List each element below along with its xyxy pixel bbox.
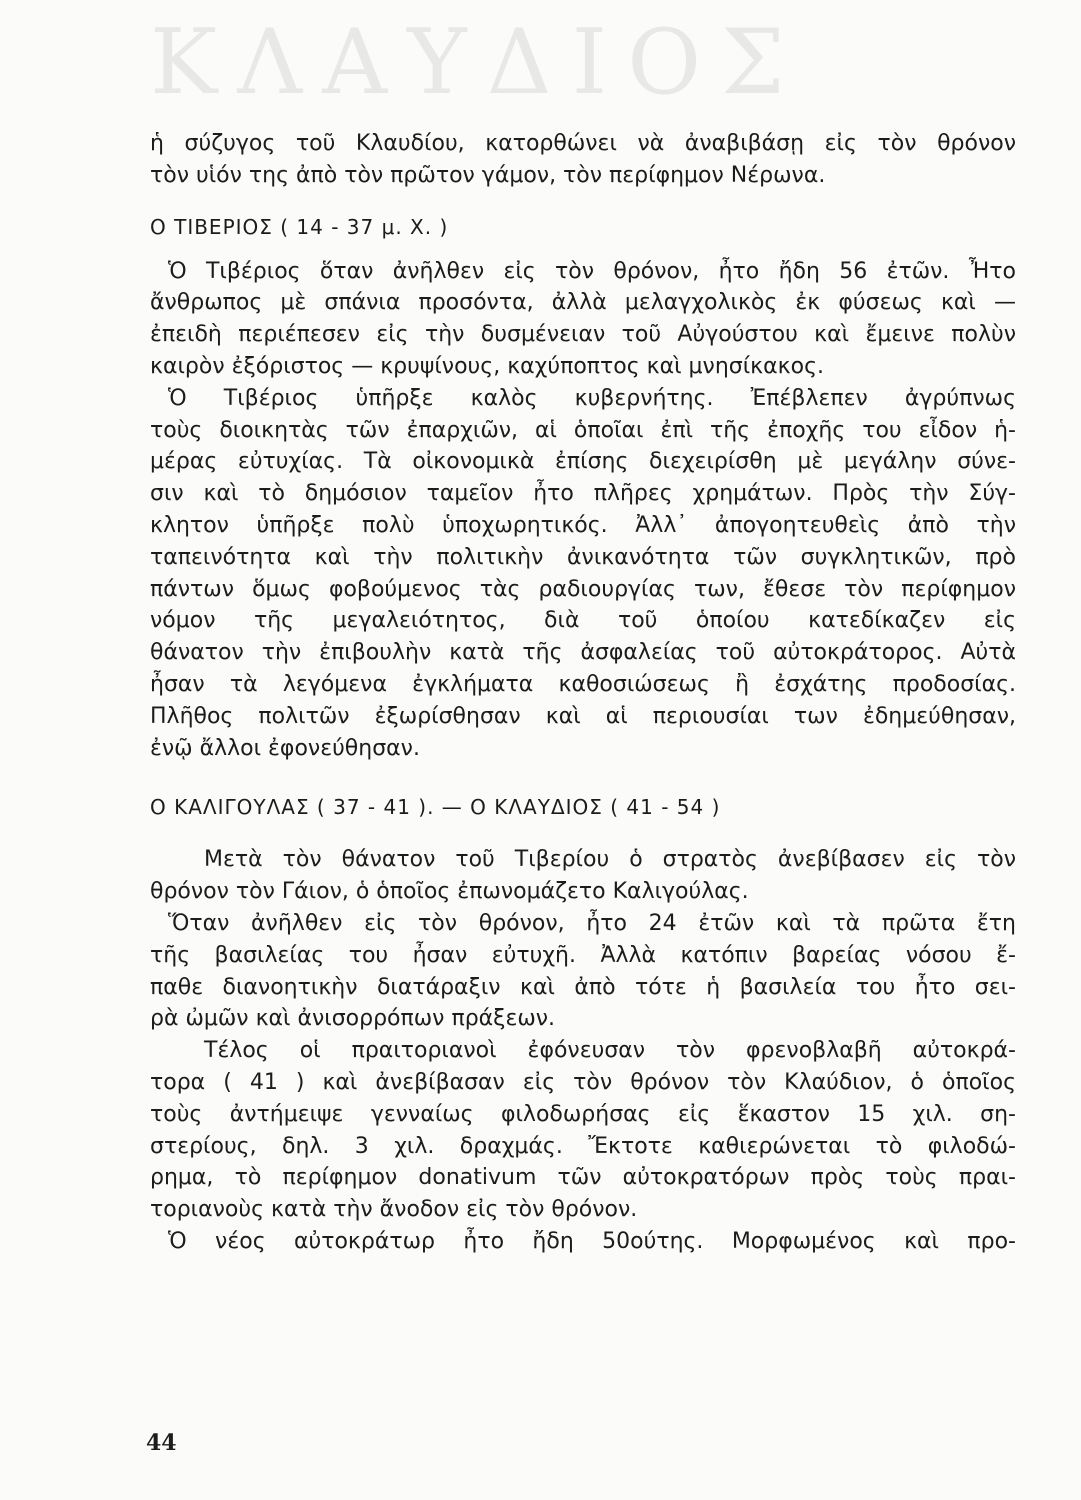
text-line: Τέλος οἱ πραιτοριανοὶ ἐφόνευσαν τὸν φρενοβλαβῆ αὐτοκρά- (204, 1038, 1016, 1064)
section-heading-caligula-claudius: Ο ΚΑΛΙΓΟΥΛΑΣ ( 37 - 41 ). — Ο ΚΛΑΥΔΙΟΣ ( 41 - 54 ) (150, 795, 721, 820)
text-line: ἐπειδὴ περιέπεσεν εἰς τὴν δυσμένειαν τοῦ Αὐγούστου καὶ ἔμεινε πολὺν (150, 322, 1016, 348)
text-line: μέρας εὐτυχίας. Τὰ οἰκονομικὰ ἐπίσης διεχειρίσθη μὲ μεγάλην σύνε- (150, 449, 1016, 475)
text-line: τὸν υἱόν της ἀπὸ τὸν πρῶτον γάμον, τὸν περίφημον Νέρωνα. (150, 162, 826, 188)
text-line: στερίους, δηλ. 3 χιλ. δραχμάς. Ἔκτοτε καθιερώνεται τὸ φιλοδώ- (150, 1133, 1016, 1159)
text-line: ἐνῷ ἄλλοι ἐφονεύθησαν. (150, 735, 420, 761)
text-line: Ὅταν ἀνῆλθεν εἰς τὸν θρόνον, ἦτο 24 ἐτῶν καὶ τὰ πρῶτα ἔτη (168, 910, 1016, 936)
page-number: 44 (146, 1430, 177, 1456)
text-line: θάνατον τὴν ἐπιβουλὴν κατὰ τῆς ἀσφαλείας τοῦ αὐτοκράτορος. Αὐτὰ (150, 640, 1016, 666)
text-line: σιν καὶ τὸ δημόσιον ταμεῖον ἦτο πλῆρες χρημάτων. Πρὸς τὴν Σύγ- (150, 481, 1016, 507)
text-line: Ὁ Τιβέριος ὑπῆρξε καλὸς κυβερνήτης. Ἐπέβλεπεν ἀγρύπνως (168, 385, 1016, 411)
text-line: παθε διανοητικὴν διατάραξιν καὶ ἀπὸ τότε ἡ βασιλεία του ἦτο σει- (150, 974, 1016, 1000)
text-line: Πλῆθος πολιτῶν ἐξωρίσθησαν καὶ αἱ περιουσίαι των ἐδημεύθησαν, (150, 703, 1016, 729)
text-line: καιρὸν ἐξόριστος — κρυψίνους, καχύποπτος καὶ μνησίκακος. (150, 353, 824, 379)
text-line: ρημα, τὸ περίφημον donativum τῶν αὐτοκρατόρων πρὸς τοὺς πραι- (150, 1165, 1016, 1191)
text-line: ρὰ ὠμῶν καὶ ἀνισορρόπων πράξεων. (150, 1006, 556, 1032)
bleed-through-text: ΚΛΑΥΔΙΟΣ (150, 10, 805, 115)
text-line: τῆς βασιλείας του ἦσαν εὐτυχῆ. Ἀλλὰ κατόπιν βαρείας νόσου ἔ- (150, 942, 1016, 968)
page-body (150, 128, 1016, 1258)
text-line: ἡ σύζυγος τοῦ Κλαυδίου, κατορθώνει νὰ ἀναβιβάσῃ εἰς τὸν θρόνον (150, 131, 1016, 156)
text-line: τορα ( 41 ) καὶ ἀνεβίβασαν εἰς τὸν θρόνον τὸν Κλαύδιον, ὁ ὁποῖος (150, 1069, 1016, 1095)
text-line: πάντων ὅμως φοβούμενος τὰς ραδιουργίας των, ἔθεσε τὸν περίφημον (150, 576, 1016, 602)
text-line: ἄνθρωπος μὲ σπάνια προσόντα, ἀλλὰ μελαγχολικὸς ἐκ φύσεως καὶ — (150, 290, 1016, 316)
text-line: νόμον τῆς μεγαλειότητος, διὰ τοῦ ὁποίου κατεδίκαζεν εἰς (150, 608, 1016, 634)
text-line: ταπεινότητα καὶ τὴν πολιτικὴν ἀνικανότητα τῶν συγκλητικῶν, πρὸ (150, 544, 1016, 570)
text-line: κλητον ὑπῆρξε πολὺ ὑποχωρητικός. Ἀλλ᾽ ἀπογοητευθεὶς ἀπὸ τὴν (150, 512, 1016, 538)
text-line: Μετὰ τὸν θάνατον τοῦ Τιβερίου ὁ στρατὸς ἀνεβίβασεν εἰς τὸν (204, 847, 1016, 873)
section-heading-tiberius: Ο ΤΙΒΕΡΙΟΣ ( 14 - 37 μ. Χ. ) (150, 214, 449, 239)
text-line: Ὁ νέος αὐτοκράτωρ ἦτο ἤδη 50ούτης. Μορφωμένος καὶ προ- (168, 1228, 1016, 1254)
text-line: Ὁ Τιβέριος ὅταν ἀνῆλθεν εἰς τὸν θρόνον, ἦτο ἤδη 56 ἐτῶν. Ἦτο (168, 258, 1016, 284)
text-line: τοὺς ἀντήμειψε γενναίως φιλοδωρήσας εἰς ἕκαστον 15 χιλ. ση- (150, 1101, 1016, 1127)
text-line: θρόνον τὸν Γάιον, ὁ ὁποῖος ἐπωνομάζετο Καλιγούλας. (150, 879, 749, 905)
text-line: τοριανοὺς κατὰ τὴν ἄνοδον εἰς τὸν θρόνον. (150, 1197, 638, 1223)
text-line: τοὺς διοικητὰς τῶν ἐπαρχιῶν, αἱ ὁποῖαι ἐπὶ τῆς ἐποχῆς του εἶδον ἡ- (150, 417, 1016, 443)
text-line: ἦσαν τὰ λεγόμενα ἐγκλήματα καθοσιώσεως ἢ ἐσχάτης προδοσίας. (150, 671, 1016, 697)
